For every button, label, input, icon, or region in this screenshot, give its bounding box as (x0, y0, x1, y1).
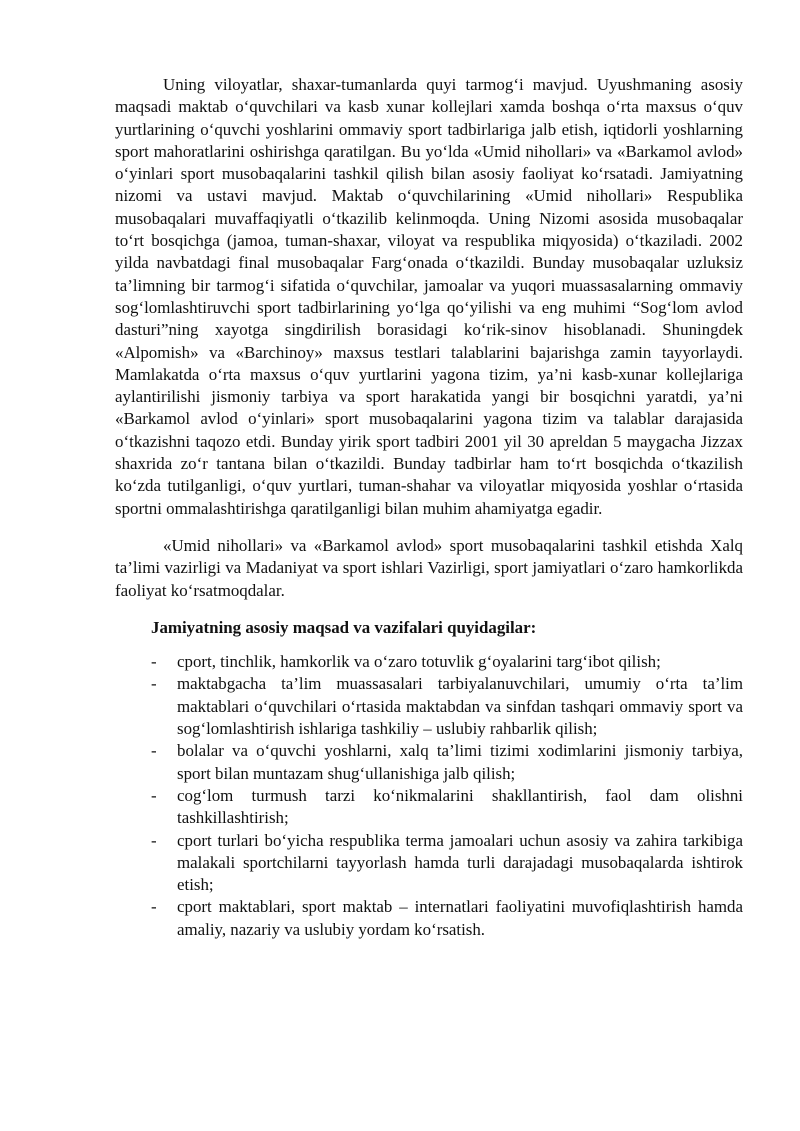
list-item-text: bolalar va o‘quvchi yoshlarni, xalq ta’limi tizimi xodimlarini jismoniy tarbiya, sport bilan muntazam shug‘ullanishiga jalb qilish; (177, 741, 743, 783)
list-item (115, 673, 743, 740)
list-item-text: cport turlari bo‘yicha respublika terma jamoalari uchun asosiy va zahira tarkibiga malakali sportchilarni tayyorlash hamda turli darajadagi musobaqalarda ishtirok etish; (177, 830, 743, 895)
bullet-dash: - (151, 830, 157, 850)
bullet-dash: - (151, 652, 157, 672)
bullet-dash: - (151, 897, 157, 917)
list-item-text: maktabgacha ta’lim muassasalari tarbiyalanuvchilari, umumiy o‘rta ta’lim maktablari o‘quvchilari o‘rtasida maktabdan va sinfdan tashqari ommaviy sport va sog‘lomlashtirish ishlariga tashkiliy – uslubiy rahbarlik qilish; (177, 674, 743, 739)
list-item (115, 785, 743, 830)
bullet-dash: - (151, 785, 157, 805)
paragraph-spacer (115, 602, 743, 617)
list-item (115, 740, 743, 785)
list-item-text: cport, tinchlik, hamkorlik va o‘zaro totuvlik g‘oyalarini targ‘ibot qilish; (177, 652, 661, 672)
document-page (115, 74, 743, 941)
paragraph-spacer (115, 520, 743, 535)
bullet-dash: - (151, 741, 157, 761)
paragraph-2: «Umid nihollari» va «Barkamol avlod» sport musobaqalarini tashkil etishda Xalq ta’limi vazirligi va Madaniyat va sport ishlari Vazirligi, sport jamiyatlari o‘zaro hamkorlikda faoliyat ko‘rsatmoqdalar. (115, 535, 743, 600)
list-item (115, 651, 743, 673)
bullet-dash: - (151, 674, 157, 694)
list-item (115, 830, 743, 897)
goals-list (115, 651, 743, 941)
list-item (115, 896, 743, 941)
section-heading: Jamiyatning asosiy maqsad va vazifalari quyidagilar: (151, 617, 537, 637)
list-item-text: cog‘lom turmush tarzi ko‘nikmalarini shakllantirish, faol dam olishni tashkillashtirish; (177, 785, 743, 828)
list-item-text: cport maktablari, sport maktab – internatlari faoliyatini muvofiqlashtirish hamda amaliy, nazariy va uslubiy yordam ko‘rsatish. (177, 897, 743, 939)
paragraph-1: Uning viloyatlar, shaxar-tumanlarda quyi tarmog‘i mavjud. Uyushmaning asosiy maqsadi maktab o‘quvchilari va kasb xunar kollejlari xamda boshqa o‘rta maxsus o‘quv yurtlarining o‘quvchi yoshlarini ommaviy sport tadbirlariga jalb etish, iqtidorli yoshlarning sport mahoratlarini oshirishga qaratilgan. Bu yo‘lda «Umid nihollari» va «Barkamol avlod» o‘yinlari sport musobaqalarini tashkil qilish bilan asosiy faoliyat ko‘rsatadi. Jamiyatning nizomi va ustavi mavjud. Maktab o‘quvchilarining «Umid nihollari» Respublika musobaqalari muvaffaqiyatli o‘tkazilib kelinmoqda. Uning Nizomi asosida musobaqalar to‘rt bosqichga (jamoa, tuman-shaxar, viloyat va respublika miqyosida) o‘tkaziladi. 2002 yilda navbatdagi final musobaqalar Farg‘onada o‘tkazildi. Bunday musobaqalar uzluksiz ta’limning bir tarmog‘i sifatida o‘quvchilar, jamoalar va yuqori muassasalarning ommaviy sog‘lomlashtiruvchi sport tadbirlarining yo‘lga qo‘yilishi va eng muhimi “Sog‘lom avlod dasturi”ning xayotga singdirilish borasidagi ko‘rik-sinov hisoblanadi. Shuningdek «Alpomish» va «Barchinoy» maxsus testlari talablarini bajarishga zamin tayyorlaydi. Mamlakatda o‘rta maxsus o‘quv yurtlarini yagona tizim, ya’ni kasb-xunar kollejlariga aylantirilishi jismoniy tarbiya va sport harakatida yangi bir bosqichni yaratdi, ya’ni «Barkamol avlod o‘yinlari» sport musobaqalarini yagona tizim va talablar darajasida o‘tkazishni taqozo etdi. Bunday yirik sport tadbiri 2001 yil 30 apreldan 5 maygacha Jizzax shaxrida zo‘r tantana bilan o‘tkazildi. Bunday tadbirlar ham to‘rt bosqichda o‘tkazilish ko‘zda tutilganligi, o‘quv yurtlari, tuman-shahar va viloyatlar miqyosida yoshlar o‘rtasida sportni ommalashtirishga qaratilganligi bilan muhim ahamiyatga egadir. (115, 75, 743, 518)
heading-spacer (115, 639, 743, 651)
